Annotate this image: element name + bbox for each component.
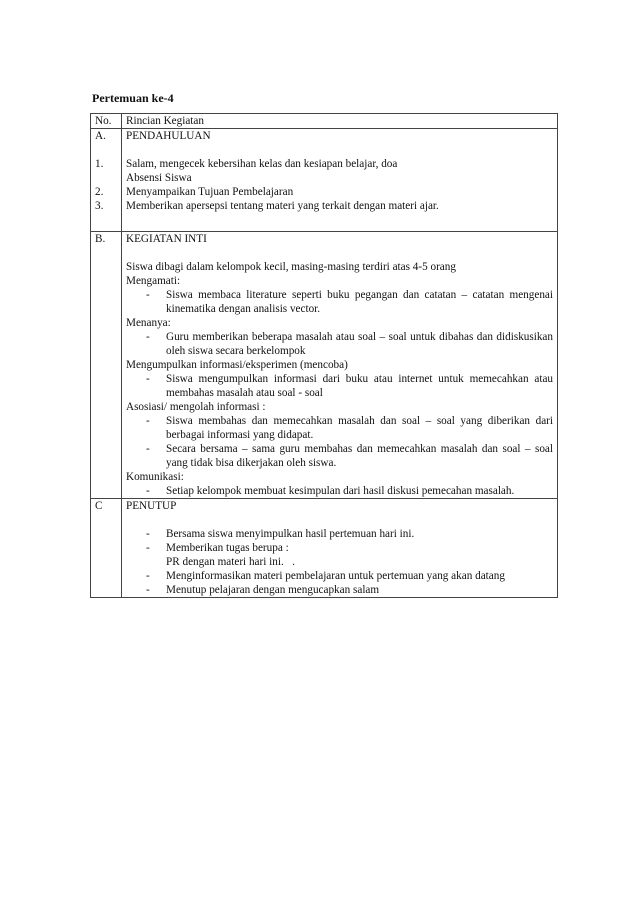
section-a-no: A. [95, 130, 106, 142]
table-header-row [91, 114, 558, 129]
section-a-row [91, 129, 558, 232]
item-a3-no: 3. [95, 200, 104, 212]
section-a-no-cell [91, 129, 122, 232]
page-title: Pertemuan ke-4 [92, 91, 174, 105]
item-a2-no: 2. [95, 186, 104, 198]
section-c-content [122, 499, 558, 598]
section-c-row [91, 499, 558, 598]
list-item: - Bersama siswa menyimpulkan hasil pertemuan hari ini. [146, 528, 415, 540]
list-item: - Secara bersama – sama guru membahas dan memecahkan masalah dan soal – soal yang tidak bisa dikerjakan oleh siswa. [146, 443, 553, 469]
activity-table [90, 113, 558, 598]
list-item: - Guru memberikan beberapa masalah atau soal – soal untuk dibahas dan didiskusikan oleh siswa secara berkelompok [146, 331, 553, 357]
section-b-title: KEGIATAN INTI [126, 233, 207, 245]
section-c-title: PENUTUP [126, 500, 177, 512]
group-heading-asosiasi: Asosiasi/ mengolah informasi : [126, 401, 266, 413]
list-item: - Menutup pelajaran dengan mengucapkan salam [146, 584, 380, 596]
section-b-no: B. [91, 232, 122, 499]
list-item: - Siswa membaca literature seperti buku pegangan dan catatan – catatan mengenai kinematika dengan analisis vector. [146, 289, 553, 315]
section-a-title: PENDAHULUAN [126, 130, 211, 142]
item-a1-line1: Salam, mengecek kebersihan kelas dan kesiapan belajar, doa [126, 158, 398, 170]
section-a-content [122, 129, 558, 232]
group-heading-komunikasi: Komunikasi: [126, 471, 184, 483]
list-item: - Siswa membahas dan memecahkan masalah dan soal – soal yang diberikan dari berbagai informasi yang didapat. [146, 415, 553, 441]
section-c-no: C [91, 499, 122, 598]
item-a2-line1: Menyampaikan Tujuan Pembelajaran [126, 186, 294, 198]
section-b-row [91, 232, 558, 499]
header-rincian: Rincian Kegiatan [122, 114, 558, 129]
item-a1-no: 1. [95, 158, 104, 170]
header-no: No. [91, 114, 122, 129]
group-heading-menanya: Menanya: [126, 317, 171, 329]
group-heading-mengumpulkan: Mengumpulkan informasi/eksperimen (mencoba) [126, 359, 348, 371]
item-a1-line2: Absensi Siswa [126, 172, 192, 184]
item-a3-line1: Memberikan apersepsi tentang materi yang terkait dengan materi ajar. [126, 200, 439, 212]
list-item: - Siswa mengumpulkan informasi dari buku atau internet untuk memecahkan atau membahas masalah atau soal - soal [146, 373, 553, 399]
group-heading-mengamati: Mengamati: [126, 275, 181, 287]
list-item: - Setiap kelompok membuat kesimpulan dari hasil diskusi pemecahan masalah. [146, 485, 515, 497]
task-detail-line: PR dengan materi hari ini. . [166, 556, 295, 568]
list-item: - Memberikan tugas berupa : [146, 542, 289, 554]
list-item: - Menginformasikan materi pembelajaran untuk pertemuan yang akan datang [146, 570, 505, 582]
section-b-content [122, 232, 558, 499]
section-b-intro: Siswa dibagi dalam kelompok kecil, masing-masing terdiri atas 4-5 orang [126, 261, 456, 273]
